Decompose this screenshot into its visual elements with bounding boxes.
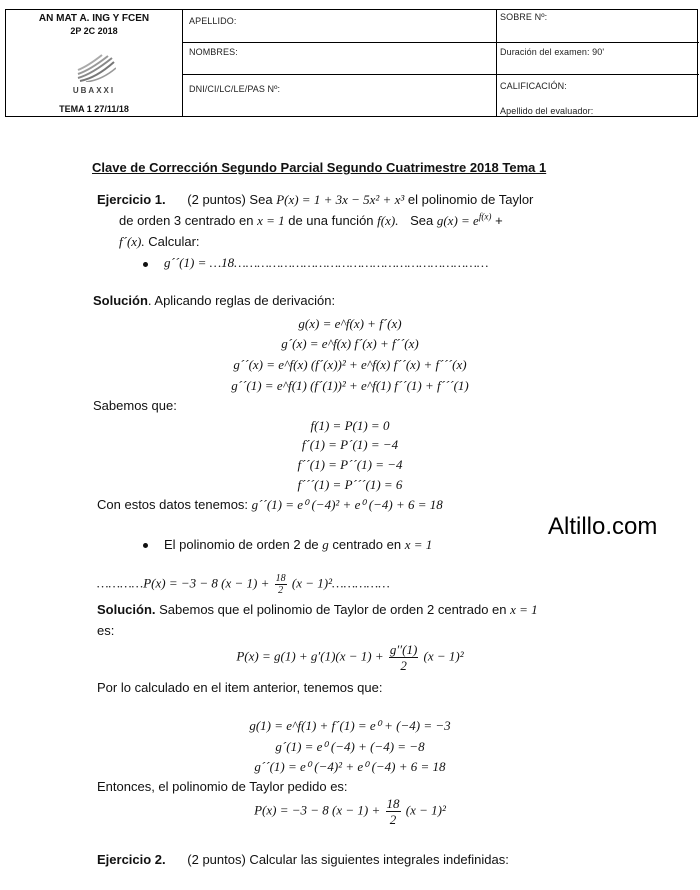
bullet-icon — [143, 543, 148, 548]
institution-name: AN MAT A. ING Y FCEN — [38, 13, 150, 24]
duracion-label: Duración del examen: 90' — [500, 47, 605, 57]
exam-header — [5, 9, 698, 117]
derivative-eq-4: g´´(1) = e^f(1) (f´(1))² + e^f(1) f´´(1) + f´´´(1) — [231, 378, 469, 393]
entonces-label: Entonces, el polinomio de Taylor pedido es: — [97, 779, 348, 794]
exercise-1-label: Ejercicio 1. — [97, 192, 166, 207]
exercise-1-line-2: de orden 3 centrado en x = 1 de una función f(x). Sea $g(x) = e^{f(x)}$ + — [119, 211, 503, 228]
logo-text: UBAXXI — [72, 86, 116, 95]
derivative-eq-1: g(x) = e^f(x) + f´(x) — [298, 316, 402, 331]
tema-label: TEMA 1 27/11/18 — [59, 104, 129, 114]
dni-label: DNI/CI/LC/LE/PAS Nº: — [189, 84, 281, 94]
calificacion-label: CALIFICACIÓN: — [500, 81, 567, 91]
taylor-polynomial: P(x) = 1 + 3x − 5x² + x³ — [276, 192, 405, 207]
sabemos-label: Sabemos que: — [93, 398, 177, 413]
exam-code: 2P 2C 2018 — [70, 26, 118, 36]
document-title: Clave de Corrección Segundo Parcial Segundo Cuatrimestre 2018 Tema 1 — [92, 160, 547, 175]
ubaxxi-logo-icon — [74, 54, 116, 82]
evaluador-label: Apellido del evaluador: — [500, 106, 594, 116]
answer-item-2: El polinomio de orden 2 de g centrado en x = 1 — [164, 537, 433, 552]
exercise-2-label: Ejercicio 2. — [97, 852, 166, 867]
value-f3: f´´´(1) = P´´´(1) = 6 — [297, 477, 403, 492]
exercise-1-line-1: Ejercicio 1. (2 puntos) Sea P(x) = 1 + 3x − 5x² + x³ el polinomio de Taylor — [97, 192, 534, 207]
answer-item-2-value: …………P(x) = −3 − 8 (x − 1) + $\frac{18}{2}$ (x − 1)²…………… — [97, 573, 390, 596]
exercise-2: Ejercicio 2. (2 puntos) Calcular las siguientes integrales indefinidas: — [97, 852, 509, 867]
apellido-label: APELLIDO: — [189, 16, 237, 26]
taylor-formula: P(x) = g(1) + g′(1)(x − 1) + $\frac{g''(1)}{2}$ (x − 1)² — [236, 642, 464, 673]
calc-g1: g´(1) = e⁰ (−4) + (−4) = −8 — [275, 739, 425, 754]
value-f1: f´(1) = P´(1) = −4 — [301, 437, 399, 452]
solution-1-intro: Solución. Aplicando reglas de derivación: — [93, 293, 336, 308]
nombres-label: NOMBRES: — [189, 47, 238, 57]
solution-2-intro: Solución. Sabemos que el polinomio de Taylor de orden 2 centrado en x = 1 — [97, 602, 538, 617]
value-f2: f´´(1) = P´´(1) = −4 — [297, 457, 403, 472]
watermark-text: Altillo.com — [548, 513, 658, 540]
bullet-icon — [143, 262, 148, 267]
derivative-eq-3: g´´(x) = e^f(x) (f´(x))² + e^f(x) f´´(x) + f´´´(x) — [233, 357, 467, 372]
sobre-label: SOBRE Nº: — [500, 12, 548, 22]
derivative-eq-2: g´(x) = e^f(x) f´(x) + f´´(x) — [281, 336, 419, 351]
answer-item-1: g´´(1) = …18………………………………………………………… — [164, 255, 489, 270]
result-line-1: Con estos datos tenemos: g´´(1) = e⁰ (−4)² + e⁰ (−4) + 6 = 18 — [97, 497, 443, 512]
value-f: f(1) = P(1) = 0 — [310, 418, 390, 433]
por-lo-calculado: Por lo calculado en el item anterior, tenemos que: — [97, 680, 383, 695]
exercise-1-line-3: f´(x). Calcular: — [119, 234, 200, 249]
calc-g: g(1) = e^f(1) + f´(1) = e⁰ + (−4) = −3 — [249, 718, 451, 733]
final-polynomial: P(x) = −3 − 8 (x − 1) + $\frac{18}{2}$ (x − 1)² — [254, 796, 446, 827]
solution-2-es: es: — [97, 623, 115, 638]
calc-g2: g´´(1) = e⁰ (−4)² + e⁰ (−4) + 6 = 18 — [254, 759, 446, 774]
